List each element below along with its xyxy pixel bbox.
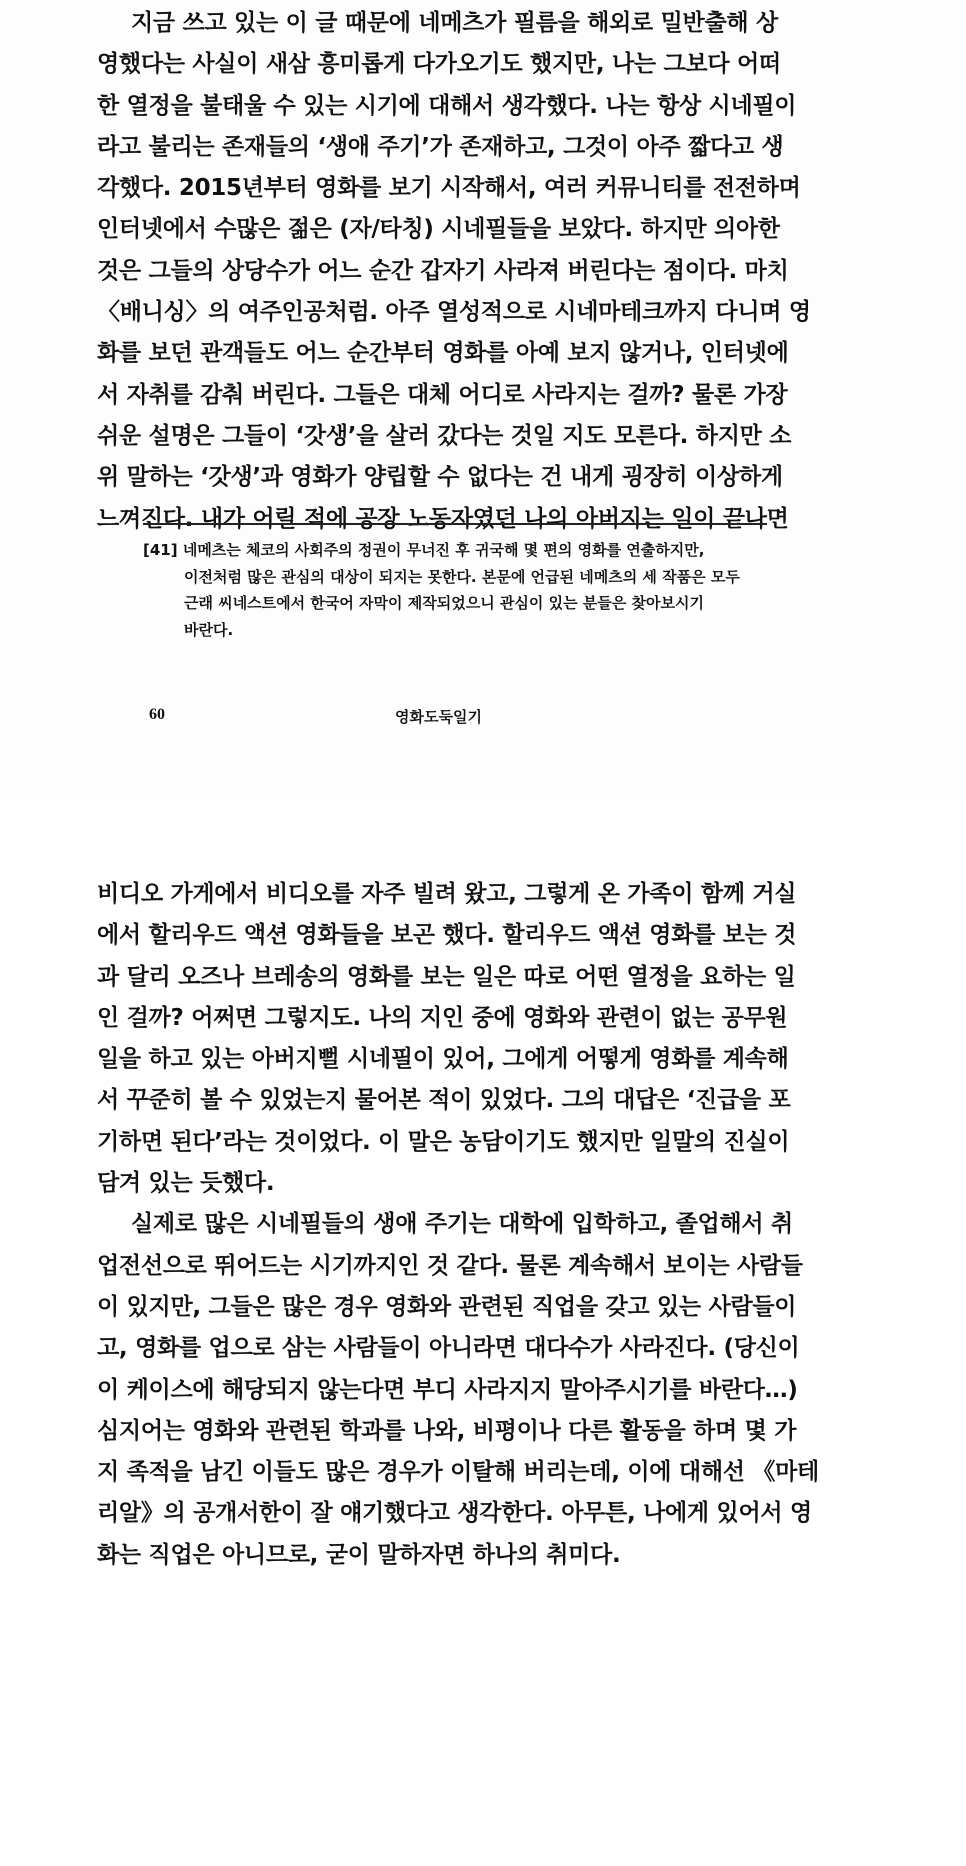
text-line: 서 자취를 감춰 버린다. 그들은 대체 어디로 사라지는 걸까? 물론 가장 — [97, 381, 788, 408]
footnote — [143, 537, 767, 643]
footnote-line: 근래 씨네스트에서 한국어 자막이 제작되었으니 관심이 있는 분들은 찾아보시기 — [184, 594, 704, 612]
text-line: 서 꾸준히 볼 수 있었는지 물어본 적이 있었다. 그의 대답은 ‘진급을 포 — [97, 1087, 791, 1114]
text-line: 라고 불리는 존재들의 ‘생애 주기’가 존재하고, 그것이 아주 짧다고 생 — [97, 133, 784, 160]
body-text — [97, 874, 819, 1576]
text-line: 심지어는 영화와 관련된 학과를 나와, 비평이나 다른 활동을 하며 몇 가 — [97, 1417, 797, 1444]
footnote-line: 이전처럼 많은 관심의 대상이 되지는 못한다. 본문에 언급된 네메츠의 세 작품은 모두 — [184, 567, 740, 586]
text-line: 느껴진다. 내가 어릴 적에 공장 노동자였던 나의 아버지는 일이 끝나면 — [97, 505, 789, 532]
text-line: 지 족적을 남긴 이들도 많은 경우가 이탈해 버리는데, 이에 대해선 《마테 — [97, 1459, 819, 1486]
text-line: 이 케이스에 해당되지 않는다면 부디 사라지지 말아주시기를 바란다…) — [97, 1376, 798, 1403]
footnote-line — [143, 537, 767, 564]
footnote-line: 바란다. — [184, 620, 234, 639]
text-line: 실제로 많은 시네필들의 생애 주기는 대학에 입학하고, 졸업해서 취 — [131, 1211, 793, 1238]
page-number: 60 — [149, 706, 165, 723]
text-line: 영했다는 사실이 새삼 흥미롭게 다가오기도 했지만, 나는 그보다 어떠 — [97, 51, 781, 78]
running-title: 영화도둑일기 — [395, 708, 482, 726]
body-text — [97, 3, 811, 540]
text-line: 비디오 가게에서 비디오를 자주 빌려 왔고, 그렇게 온 가족이 함께 거실 — [97, 881, 797, 907]
footnote-marker: [41] — [143, 541, 178, 559]
text-line: 지금 쓰고 있는 이 글 때문에 네메츠가 필름을 해외로 밀반출해 상 — [131, 10, 778, 36]
text-line: 기하면 된다’라는 것이었다. 이 말은 농담이기도 했지만 일말의 진실이 — [97, 1128, 790, 1155]
text-line: 화를 보던 관객들도 어느 순간부터 영화를 아예 보지 않거나, 인터넷에 — [97, 340, 789, 367]
text-line: 화는 직업은 아니므로, 굳이 말하자면 하나의 취미다. — [97, 1541, 621, 1568]
page-60 — [0, 0, 966, 800]
text-line: 인터넷에서 수많은 젊은 (자/타칭) 시네필들을 보았다. 하지만 의아한 — [97, 216, 780, 243]
text-line: 일을 하고 있는 아버지뻘 시네필이 있어, 그에게 어떻게 영화를 계속해 — [97, 1046, 789, 1073]
text-line: 각했다. 2015년부터 영화를 보기 시작해서, 여러 커뮤니티를 전전하며 — [97, 175, 801, 202]
text-line: 고, 영화를 업으로 삼는 사람들이 아니라면 대다수가 사라진다. (당신이 — [97, 1335, 800, 1362]
text-line: 업전선으로 뛰어드는 시기까지인 것 같다. 물론 계속해서 보이는 사람들 — [97, 1252, 803, 1279]
text-line: 〈배니싱〉의 여주인공처럼. 아주 열성적으로 시네마테크까지 다니며 영 — [97, 299, 811, 326]
text-line: 인 걸까? 어쩌면 그렇지도. 나의 지인 중에 영화와 관련이 없는 공무원 — [97, 1004, 788, 1031]
text-line: 과 달리 오즈나 브레송의 영화를 보는 일은 따로 어떤 열정을 요하는 일 — [97, 963, 796, 990]
text-line: 리알》의 공개서한이 잘 얘기했다고 생각한다. 아무튼, 나에게 있어서 영 — [97, 1500, 812, 1527]
text-line: 이 있지만, 그들은 많은 경우 영화와 관련된 직업을 갖고 있는 사람들이 — [97, 1293, 797, 1320]
page-61 — [0, 800, 966, 1866]
footnote-text: 네메츠는 체코의 사회주의 정권이 무너진 후 귀국해 몇 편의 영화를 연출하지만, — [182, 541, 705, 559]
text-line: 것은 그들의 상당수가 어느 순간 갑자기 사라져 버린다는 점이다. 마치 — [97, 257, 789, 284]
text-line: 위 말하는 ‘갓생’과 영화가 양립할 수 없다는 건 내게 굉장히 이상하게 — [97, 464, 783, 491]
text-line: 쉬운 설명은 그들이 ‘갓생’을 살러 갔다는 것일 지도 모른다. 하지만 소 — [97, 422, 792, 449]
text-line: 에서 할리우드 액션 영화들을 보곤 했다. 할리우드 액션 영화를 보는 것 — [97, 922, 797, 949]
footnote-divider — [143, 523, 767, 525]
text-line: 한 열정을 불태울 수 있는 시기에 대해서 생각했다. 나는 항상 시네필이 — [97, 92, 797, 119]
text-line: 담겨 있는 듯했다. — [97, 1170, 275, 1197]
